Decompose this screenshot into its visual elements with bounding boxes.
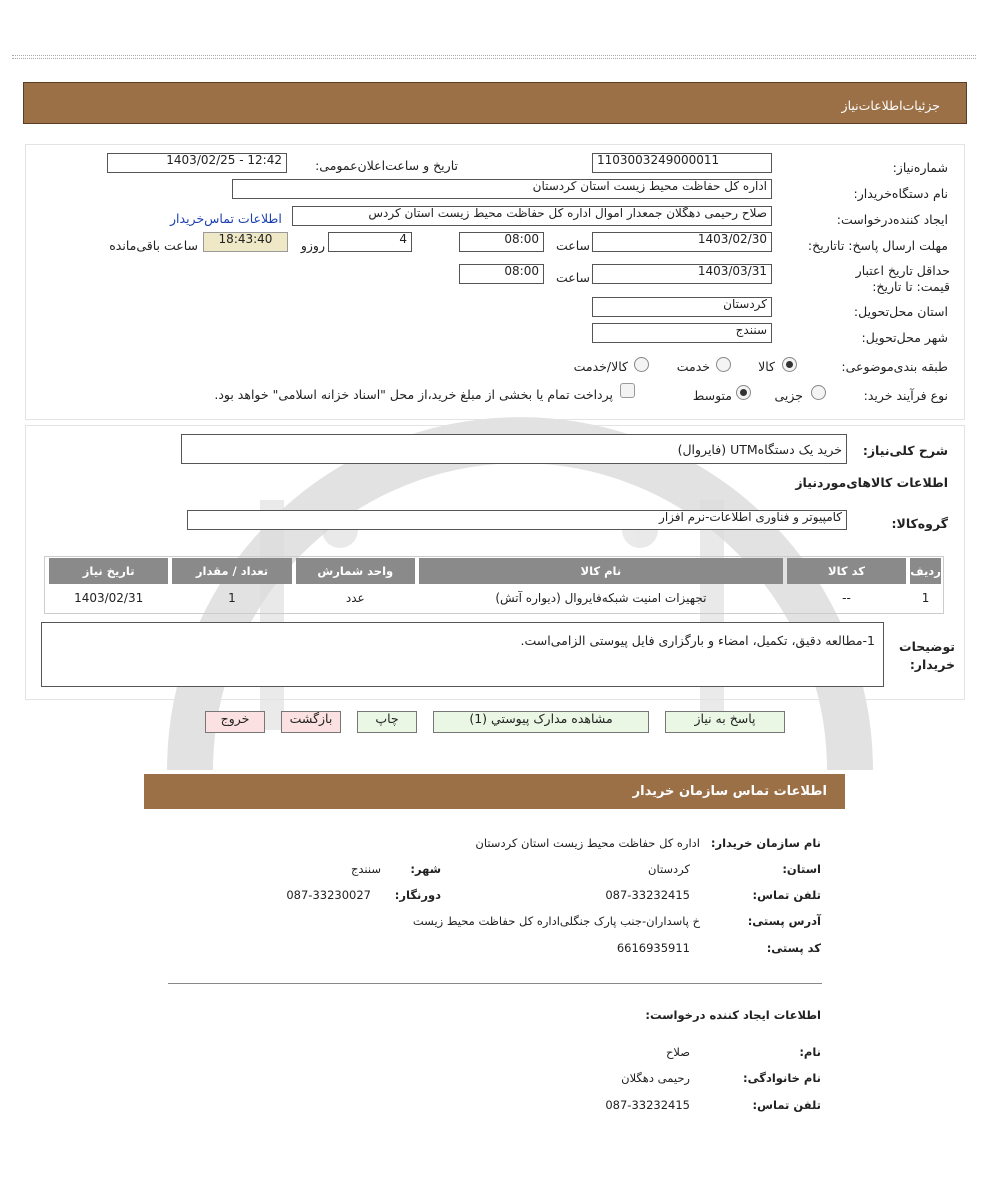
creator-field[interactable]: صلاح رحیمی دهگلان جمعدار اموال اداره کل حفاظت محیط زیست استان کردس bbox=[292, 206, 772, 226]
contact-province-label: استان: bbox=[782, 862, 821, 876]
contact-org: اداره کل حفاظت محیط زیست استان کردستان bbox=[475, 836, 700, 850]
requester-phone: 087-33232415 bbox=[605, 1098, 690, 1112]
goods-section-title: اطلاعات کالاهای‌مورد‌نیاز bbox=[795, 475, 948, 490]
province-field[interactable]: کردستان bbox=[592, 297, 772, 317]
deadline-label: مهلت ارسال پاسخ: تاتاریخ: bbox=[807, 238, 948, 253]
price-validity-time-field[interactable]: 08:00 bbox=[459, 264, 544, 284]
category-radio-service[interactable] bbox=[716, 357, 731, 372]
process-radio-medium[interactable] bbox=[736, 385, 751, 400]
requester-family-label: نام خانوادگی: bbox=[743, 1071, 821, 1085]
back-button[interactable]: بازگشت bbox=[281, 711, 341, 733]
notes-label: توضیحات خریدار: bbox=[899, 639, 955, 672]
contact-header bbox=[144, 774, 845, 809]
process-minor-label: جزیی bbox=[774, 388, 803, 403]
contact-postal: 6616935911 bbox=[616, 941, 690, 955]
city-label: شهر محل‌تحویل: bbox=[861, 330, 948, 345]
contact-province: کردستان bbox=[648, 862, 690, 876]
page-header bbox=[23, 82, 967, 124]
contact-address: خ پاسداران-جنب پارک جنگلی‌اداره کل حفاظت محیط زیست bbox=[412, 914, 700, 928]
deadline-time-field[interactable]: 08:00 bbox=[459, 232, 544, 252]
cell-row-no: 1 bbox=[921, 591, 930, 605]
notes-field[interactable]: 1-مطالعه دقیق، تکمیل، امضاء و بارگزاری فایل پیوستی الزامی‌است. bbox=[41, 622, 884, 687]
col-header-row-no: ردیف bbox=[910, 558, 941, 584]
cell-code: -- bbox=[842, 591, 851, 605]
treasury-text: پرداخت تمام یا بخشی از مبلغ خرید،از محل "اسناد خزانه اسلامی" خواهد بود. bbox=[214, 387, 613, 402]
col-header-date: تاریخ نیاز bbox=[49, 558, 168, 584]
category-label: طبقه بندی‌موضوعی: bbox=[841, 359, 948, 374]
exit-button[interactable]: خروج bbox=[205, 711, 265, 733]
process-label: نوع فرآیند خرید: bbox=[863, 388, 948, 403]
need-number-field[interactable]: 1103003249000011 bbox=[592, 153, 772, 173]
col-header-name: نام کالا bbox=[419, 558, 783, 584]
city-field[interactable]: سنندج bbox=[592, 323, 772, 343]
contact-city: سنندج bbox=[350, 862, 381, 876]
buyer-contact-link[interactable]: اطلاعات تماس‌خریدار bbox=[170, 211, 282, 226]
goods-group-label: گروه‌کالا: bbox=[891, 516, 948, 531]
contact-postal-label: کد پستی: bbox=[766, 941, 821, 955]
requester-name: صلاح bbox=[665, 1045, 690, 1059]
process-medium-label: متوسط bbox=[692, 388, 732, 403]
table-row bbox=[49, 584, 941, 612]
requester-family: رحیمی دهگلان bbox=[621, 1071, 690, 1085]
category-goods-label: کالا bbox=[758, 359, 775, 374]
table-header-row bbox=[49, 558, 941, 584]
province-label: استان محل‌تحویل: bbox=[853, 304, 948, 319]
category-both-label: کالا/خدمت bbox=[573, 359, 628, 374]
reply-button[interactable]: پاسخ به نیاز bbox=[665, 711, 785, 733]
days-label: روزو bbox=[300, 238, 325, 253]
price-validity-date-field[interactable]: 1403/03/31 bbox=[592, 264, 772, 284]
buyer-org-label: نام دستگاه‌خریدار: bbox=[853, 186, 948, 201]
process-radio-minor[interactable] bbox=[811, 385, 826, 400]
attachments-button[interactable]: مشاهده مدارک پیوستي (1) bbox=[433, 711, 649, 733]
goods-group-field[interactable]: کامپیوتر و فناوری اطلاعات-نرم افزار bbox=[187, 510, 847, 530]
contact-title: اطلاعات تماس سازمان خریدار bbox=[632, 784, 827, 799]
contact-fax-label: دورنگار: bbox=[394, 888, 441, 902]
price-validity-time-label: ساعت bbox=[555, 270, 590, 285]
announce-label: تاریخ و ساعت‌اعلان‌عمومی: bbox=[315, 158, 458, 173]
requester-title: اطلاعات ایجاد کننده درخواست: bbox=[645, 1008, 821, 1022]
col-header-code: کد کالا bbox=[787, 558, 906, 584]
page-title: جزئیات‌اطلاعات‌نیاز bbox=[841, 98, 940, 113]
goods-table bbox=[45, 558, 945, 612]
contact-divider bbox=[168, 983, 822, 984]
col-header-unit: واحد شمارش bbox=[296, 558, 415, 584]
category-radio-goods[interactable] bbox=[782, 357, 797, 372]
deadline-time-label: ساعت bbox=[555, 238, 590, 253]
contact-fax: 087-33230027 bbox=[286, 888, 371, 902]
category-radio-both[interactable] bbox=[634, 357, 649, 372]
remaining-label: ساعت باقی‌مانده bbox=[109, 238, 198, 253]
remaining-time-field: 18:43:40 bbox=[203, 232, 288, 252]
top-divider bbox=[12, 55, 976, 59]
cell-unit: عدد bbox=[345, 591, 365, 605]
summary-label: شرح کلی‌نیاز: bbox=[862, 443, 948, 458]
contact-city-label: شهر: bbox=[410, 862, 441, 876]
treasury-checkbox[interactable] bbox=[620, 383, 635, 398]
contact-org-label: نام سازمان خریدار: bbox=[710, 836, 821, 850]
requester-name-label: نام: bbox=[799, 1045, 821, 1059]
cell-qty: 1 bbox=[228, 591, 236, 605]
buyer-org-field[interactable]: اداره کل حفاظت محیط زیست استان کردستان bbox=[232, 179, 772, 199]
category-service-label: خدمت bbox=[676, 359, 710, 374]
col-header-qty: تعداد / مقدار bbox=[172, 558, 291, 584]
cell-date: 1403/02/31 bbox=[74, 591, 144, 605]
summary-field[interactable]: خرید یک دستگاهUTM (فایروال) bbox=[181, 434, 847, 464]
cell-name: تجهیزات امنیت شبکه‌فایروال (دیواره آتش) bbox=[495, 591, 707, 605]
contact-phone-label: تلفن تماس: bbox=[752, 888, 821, 902]
contact-phone: 087-33232415 bbox=[605, 888, 690, 902]
deadline-date-field[interactable]: 1403/02/30 bbox=[592, 232, 772, 252]
contact-address-label: آدرس پستی: bbox=[747, 914, 821, 928]
announce-field[interactable]: 1403/02/25 - 12:42 bbox=[107, 153, 287, 173]
price-validity-label: حداقل تاریخ اعتبار قیمت: تا تاریخ: bbox=[855, 263, 950, 294]
creator-label: ایجاد کننده‌درخواست: bbox=[836, 212, 948, 227]
requester-phone-label: تلفن تماس: bbox=[752, 1098, 821, 1112]
need-number-label: شماره‌نیاز: bbox=[892, 160, 948, 175]
print-button[interactable]: چاپ bbox=[357, 711, 417, 733]
days-field[interactable]: 4 bbox=[328, 232, 412, 252]
